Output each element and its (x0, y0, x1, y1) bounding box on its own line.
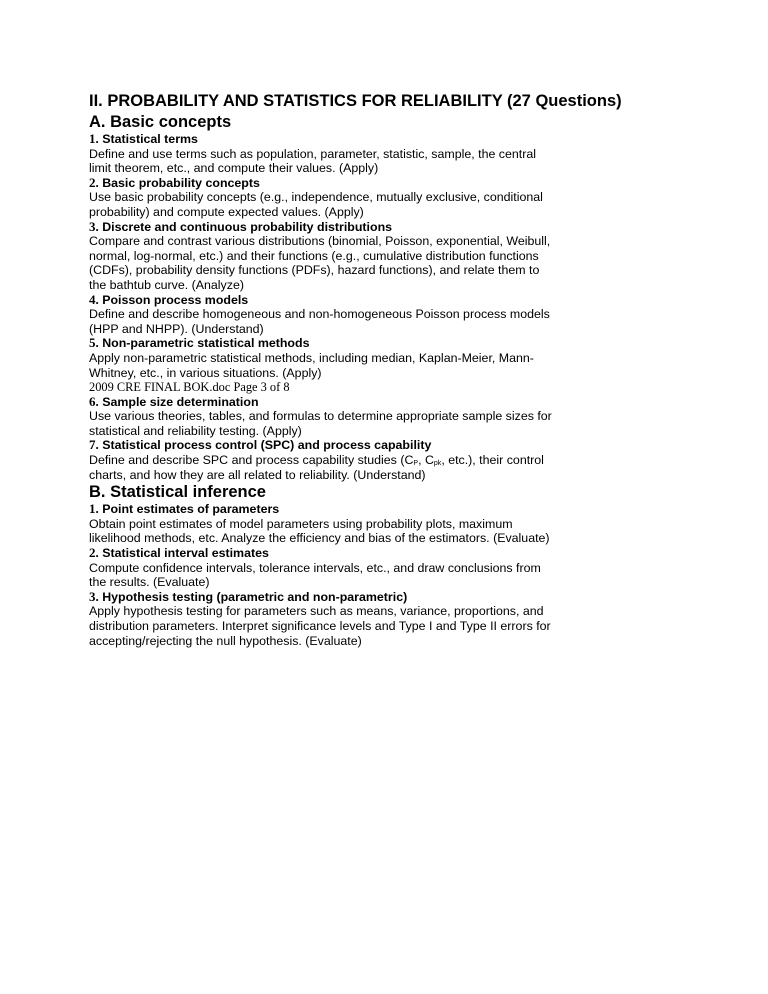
item-number: 3. (89, 218, 99, 234)
section-b-item-1 (89, 502, 689, 546)
item-text-line: (CDFs), probability density functions (PDFs), hazard functions), and relate them to (89, 263, 540, 278)
item-number: 7. (89, 437, 99, 453)
item-heading (89, 176, 689, 191)
section-a-title: A. Basic concepts (89, 113, 232, 131)
item-number: 5. (89, 335, 99, 351)
subscript-pk: pk (433, 460, 442, 468)
section-a-item-5 (89, 336, 689, 380)
text-segment: , etc.), their control (441, 453, 544, 468)
item-text-line: Define and describe homogeneous and non-homogeneous Poisson process models (89, 307, 550, 322)
item-title: Discrete and continuous probability distributions (102, 219, 393, 234)
text-segment: , C (418, 453, 434, 468)
item-title: Point estimates of parameters (102, 502, 280, 517)
item-heading (89, 220, 689, 235)
item-heading (89, 132, 689, 147)
item-title: Statistical interval estimates (102, 546, 269, 561)
document-content (89, 90, 689, 648)
text-segment: Define and describe SPC and process capability studies (C (89, 453, 414, 468)
item-text-line: statistical and reliability testing. (Apply) (89, 423, 302, 438)
item-text-line: Apply hypothesis testing for parameters such as means, variance, proportions, and (89, 604, 544, 619)
item-text-line: (HPP and NHPP). (Understand) (89, 321, 264, 336)
item-text-line: limit theorem, etc., and compute their values. (Apply) (89, 161, 379, 176)
item-text-line: Apply non-parametric statistical methods, including median, Kaplan-Meier, Mann- (89, 350, 534, 365)
item-text-line: accepting/rejecting the null hypothesis. (Evaluate) (89, 633, 362, 648)
item-heading (89, 546, 689, 561)
item-heading (89, 336, 689, 351)
item-number: 1. (89, 501, 99, 517)
item-title: Poisson process models (102, 292, 249, 307)
item-text-line: Define and use terms such as population, parameter, statistic, sample, the central (89, 146, 536, 161)
item-number: 2. (89, 174, 99, 190)
item-number: 4. (89, 291, 99, 307)
item-text-line: Compute confidence intervals, tolerance intervals, etc., and draw conclusions from (89, 560, 541, 575)
item-text-line: distribution parameters. Interpret significance levels and Type I and Type II errors for (89, 619, 551, 633)
item-text-line: charts, and how they are all related to reliability. (Understand) (89, 467, 426, 482)
section-a-item-1 (89, 132, 689, 176)
section-a-item-7 (89, 438, 689, 482)
section-a-item-4 (89, 293, 689, 337)
item-title: Non-parametric statistical methods (102, 336, 310, 351)
item-text-line: likelihood methods, etc. Analyze the efficiency and bias of the estimators. (Evaluate) (89, 531, 550, 546)
item-heading (89, 502, 689, 517)
item-title: Hypothesis testing (parametric and non-parametric) (102, 589, 408, 604)
section-b-title: B. Statistical inference (89, 483, 266, 502)
item-heading (89, 590, 689, 605)
item-title: Basic probability concepts (102, 175, 260, 190)
item-number: 3. (89, 588, 99, 604)
section-a-item-2 (89, 176, 689, 220)
item-title: Statistical terms (102, 132, 198, 146)
item-title: Statistical process control (SPC) and process capability (102, 438, 432, 453)
item-heading (89, 293, 689, 308)
item-text-line: the bathtub curve. (Analyze) (89, 277, 244, 292)
item-text-line: Obtain point estimates of model parameters using probability plots, maximum (89, 516, 513, 531)
section-a-item-3 (89, 220, 689, 293)
subscript-p: P (413, 460, 419, 468)
item-text-line: the results. (Evaluate) (89, 575, 210, 590)
item-heading (89, 438, 689, 453)
page-footer: 2009 CRE FINAL BOK.doc Page 3 of 8 (89, 380, 290, 395)
main-title: II. PROBABILITY AND STATISTICS FOR RELIABILITY (27 Questions) (89, 92, 622, 110)
item-heading (89, 395, 689, 410)
item-number: 6. (89, 393, 99, 409)
item-text-line: Compare and contrast various distributions (binomial, Poisson, exponential, Weibull, (89, 234, 551, 249)
item-text-line: Whitney, etc., in various situations. (Apply) (89, 365, 322, 380)
item-text-line: Use basic probability concepts (e.g., independence, mutually exclusive, conditional (89, 190, 543, 205)
item-number: 2. (89, 545, 99, 561)
item-text-line: probability) and compute expected values. (Apply) (89, 204, 364, 219)
section-b-item-2 (89, 546, 689, 590)
item-text-line: Use various theories, tables, and formulas to determine appropriate sample sizes for (89, 409, 552, 424)
section-b-item-3 (89, 590, 689, 648)
item-number: 1. (89, 131, 99, 146)
item-title: Sample size determination (102, 394, 259, 409)
section-a-item-6 (89, 395, 689, 439)
item-text-line (89, 453, 689, 468)
item-text-line: normal, log-normal, etc.) and their functions (e.g., cumulative distribution functions (89, 248, 539, 263)
